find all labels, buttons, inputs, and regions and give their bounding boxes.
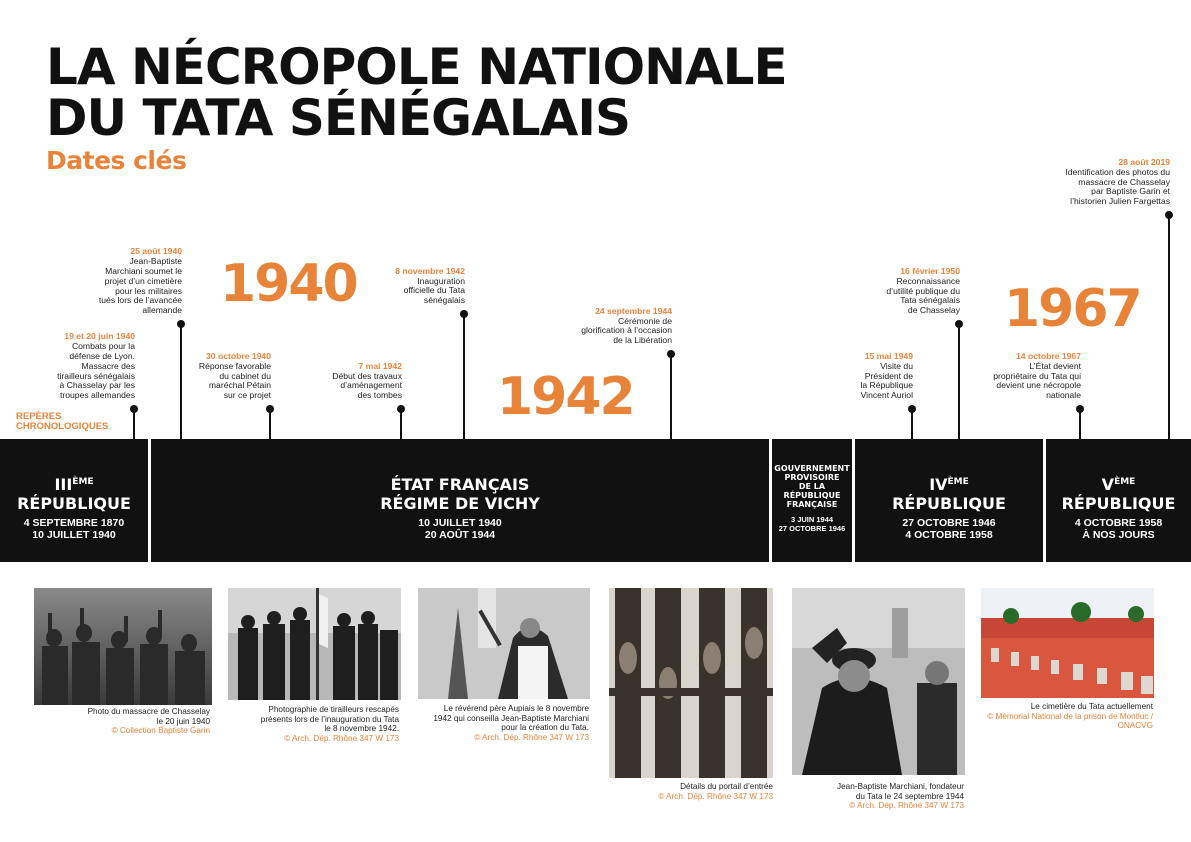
event-line: officielle du Tata [403, 285, 465, 296]
era-roman: III [54, 475, 73, 494]
event-date: 14 octobre 1967 [1016, 351, 1081, 362]
photo-image [228, 588, 401, 700]
big-year-1940: 1940 [220, 254, 357, 314]
caption-line: présents lors de l’inauguration du Tata [260, 714, 399, 724]
photo-credit: © Arch. Dép. Rhône 347 W 173 [284, 733, 399, 743]
photo-caption-5 [784, 782, 964, 811]
event-line: du cabinet du [219, 370, 271, 381]
era-label: RÉPUBLIQUE [17, 494, 131, 513]
caption-line: le 8 novembre 1942. [324, 724, 399, 734]
era-vichy [151, 439, 769, 562]
event-text [332, 362, 402, 401]
era-name [772, 464, 852, 509]
photo-caption-2 [189, 705, 399, 743]
event-line: par Baptiste Garin et [1091, 186, 1170, 197]
photo-credit: © Arch. Dép. Rhône 347 W 173 [849, 801, 964, 811]
event-line: maréchal Pétain [208, 380, 271, 391]
event-line: Inauguration [417, 275, 465, 286]
photo-credit: © Mémorial National de la prison de Montluc / ONACVG [987, 711, 1153, 731]
era-band-vichy [151, 439, 769, 562]
photo-tirailleurs-rescapes [228, 588, 401, 700]
event-text [860, 352, 913, 401]
event-date: 19 et 20 juin 1940 [64, 331, 135, 342]
caption-line: du Tata le 24 septembre 1944 [855, 791, 964, 801]
era-sup: ÈME [72, 477, 94, 487]
big-year-1942: 1942 [497, 367, 634, 427]
event-line: sénégalais [423, 295, 465, 306]
event-date: 28 août 2019 [1118, 157, 1170, 168]
event-date: 24 septembre 1944 [595, 305, 672, 316]
era-band-3rd-republic [0, 439, 148, 562]
era-roman: IV [929, 475, 948, 494]
event-pin [180, 324, 182, 439]
event-line: Président de [864, 370, 913, 381]
event-line: Massacre des [81, 360, 135, 371]
caption-line: Jean-Baptiste Marchiani, fondateur [837, 782, 964, 791]
era-band-provisional [772, 439, 852, 562]
event-text [993, 352, 1081, 401]
event-pin [400, 409, 402, 439]
event-line: sur ce projet [223, 390, 271, 401]
era-provisional-government [772, 439, 852, 562]
event-line: allemande [142, 305, 182, 316]
photo-image [981, 588, 1154, 698]
era-range-start: 4 OCTOBRE 1958 [1074, 517, 1163, 529]
era-label: FRANÇAISE [786, 500, 838, 509]
era-range [151, 517, 769, 541]
event-date: 16 février 1950 [900, 266, 960, 277]
era-sup: ÈME [947, 477, 969, 487]
era-range-start: 4 SEPTEMBRE 1870 [23, 517, 125, 529]
era-label: PROVISOIRE [784, 473, 840, 482]
era-3rd-republic [0, 439, 148, 562]
photo-caption-6 [953, 702, 1153, 731]
era-range [855, 517, 1043, 541]
event-line: projet d’un cimetière [104, 275, 182, 286]
era-label: GOUVERNEMENT [774, 464, 850, 473]
event-pin [670, 354, 672, 439]
event-text [1065, 158, 1170, 207]
photo-image [792, 588, 965, 775]
caption-line: le 20 juin 1940 [156, 716, 210, 726]
event-line: pour les militaires [115, 285, 182, 296]
event-line: Cérémonie de [618, 315, 672, 326]
photo-credit: © Arch. Dép. Rhône 347 W 173 [474, 732, 589, 742]
event-line: Visite du [880, 360, 913, 371]
photo-marchiani [792, 588, 965, 775]
event-text [99, 247, 182, 316]
era-name [0, 475, 148, 513]
event-line: la République [860, 380, 913, 391]
title-line-2: DU TATA SÉNÉGALAIS [46, 89, 630, 147]
photo-pere-aupiais [418, 588, 590, 699]
event-line: propriétaire du Tata qui [993, 370, 1081, 381]
event-text [57, 332, 135, 401]
photo-portail [609, 588, 773, 778]
event-line: Début des travaux [332, 370, 402, 381]
era-band-5th-republic [1046, 439, 1191, 562]
event-date: 25 août 1940 [130, 246, 182, 257]
era-range-end: 10 JUILLET 1940 [32, 529, 116, 541]
event-line: Marchiani soumet le [105, 266, 182, 277]
event-text [886, 267, 960, 316]
era-range [0, 517, 148, 541]
event-pin [1079, 409, 1081, 439]
event-line: Reconnaissance [896, 275, 960, 286]
title-line-1: LA NÉCROPOLE NATIONALE [46, 38, 787, 96]
event-date: 8 novembre 1942 [395, 265, 465, 276]
event-line: défense de Lyon. [69, 351, 135, 362]
event-line: Réponse favorable [198, 360, 271, 371]
era-4th-republic [855, 439, 1043, 562]
event-text [581, 307, 672, 346]
event-line: tués lors de l’avancée [98, 295, 182, 306]
event-line: Combats pour la [71, 341, 135, 352]
era-range-end: 27 OCTOBRE 1946 [778, 524, 846, 533]
photo-cimetiere-actuel [981, 588, 1154, 698]
photo-credit: © Arch. Dép. Rhône 347 W 173 [658, 791, 773, 801]
event-text [395, 267, 465, 306]
era-range [1046, 517, 1191, 541]
big-year-1967: 1967 [1004, 279, 1141, 339]
era-range-end: 20 AOÛT 1944 [424, 529, 496, 541]
era-sup: ÈME [1114, 477, 1136, 487]
event-pin [463, 314, 465, 439]
event-text [199, 352, 271, 401]
event-line: d’aménagement [340, 380, 402, 391]
event-line: devient une nécropole [996, 380, 1081, 391]
era-range-end: À NOS JOURS [1082, 529, 1155, 541]
photo-credit: © Collection Baptiste Garin [111, 726, 210, 736]
caption-line: Détails du portail d’entrée [680, 782, 773, 791]
era-band-4th-republic [855, 439, 1043, 562]
event-line: nationale [1046, 390, 1081, 401]
caption-line: Le révérend père Aupiais le 8 novembre [443, 704, 589, 713]
era-5th-republic [1046, 439, 1191, 562]
era-name [151, 475, 769, 513]
event-line: Tata sénégalais [900, 295, 960, 306]
photo-caption-1 [10, 707, 210, 736]
photo-image [418, 588, 590, 699]
event-pin [269, 409, 271, 439]
reperes-label [16, 412, 108, 432]
era-range-start: 3 JUIN 1944 [790, 515, 834, 524]
caption-line: pour la création du Tata. [501, 723, 589, 733]
event-line: massacre de Chasselay [1078, 176, 1170, 187]
era-range-end: 4 OCTOBRE 1958 [905, 529, 993, 541]
era-label: RÉGIME DE VICHY [380, 494, 540, 513]
caption-line: Le cimetière du Tata actuellement [1030, 702, 1153, 711]
era-name [855, 475, 1043, 513]
photo-massacre-chasselay [34, 588, 212, 705]
event-line: Jean-Baptiste [129, 256, 182, 267]
event-line: l’historien Julien Fargettas [1070, 196, 1170, 207]
era-range-start: 27 OCTOBRE 1946 [902, 517, 996, 529]
page-subtitle: Dates clés [46, 146, 187, 175]
event-pin [133, 409, 135, 439]
photo-image [34, 588, 212, 705]
event-date: 7 mai 1942 [358, 360, 402, 371]
era-label: RÉPUBLIQUE [783, 491, 841, 500]
event-line: de Chasselay [907, 305, 960, 316]
event-line: à Chasselay par les [59, 380, 135, 391]
event-line: glorification à l’occasion [581, 325, 672, 336]
caption-line: Photo du massacre de Chasselay [87, 707, 210, 716]
event-line: L’État devient [1029, 360, 1081, 371]
era-name [1046, 475, 1191, 513]
photo-caption-3 [369, 704, 589, 742]
event-date: 15 mai 1949 [864, 351, 913, 362]
era-roman: V [1101, 475, 1115, 494]
event-pin [1168, 215, 1170, 439]
photo-image [609, 588, 773, 778]
event-line: Identification des photos du [1065, 166, 1170, 177]
event-line: troupes allemandes [59, 390, 135, 401]
caption-line: 1942 qui conseilla Jean-Baptiste Marchiani [433, 713, 589, 723]
event-line: tirailleurs sénégalais [57, 370, 135, 381]
era-range-start: 10 JUILLET 1940 [418, 517, 502, 529]
event-line: Vincent Auriol [860, 390, 913, 401]
event-line: des tombes [357, 390, 402, 401]
event-pin [958, 324, 960, 439]
page-title [46, 38, 787, 147]
era-label: RÉPUBLIQUE [1061, 494, 1176, 513]
event-line: de la Libération [613, 335, 672, 346]
photo-caption-4 [613, 782, 773, 801]
era-label: RÉPUBLIQUE [892, 494, 1006, 513]
caption-line: Photographie de tirailleurs rescapés [268, 705, 399, 714]
event-pin [911, 409, 913, 439]
event-date: 30 octobre 1940 [206, 351, 271, 362]
event-line: d’utilité publique du [886, 285, 960, 296]
era-label: DE LA [798, 482, 826, 491]
reperes-line-1: REPÈRES [16, 411, 62, 422]
reperes-line-2: CHRONOLOGIQUES [16, 421, 109, 432]
era-label: ÉTAT FRANÇAIS [390, 475, 530, 494]
era-range [772, 515, 852, 533]
